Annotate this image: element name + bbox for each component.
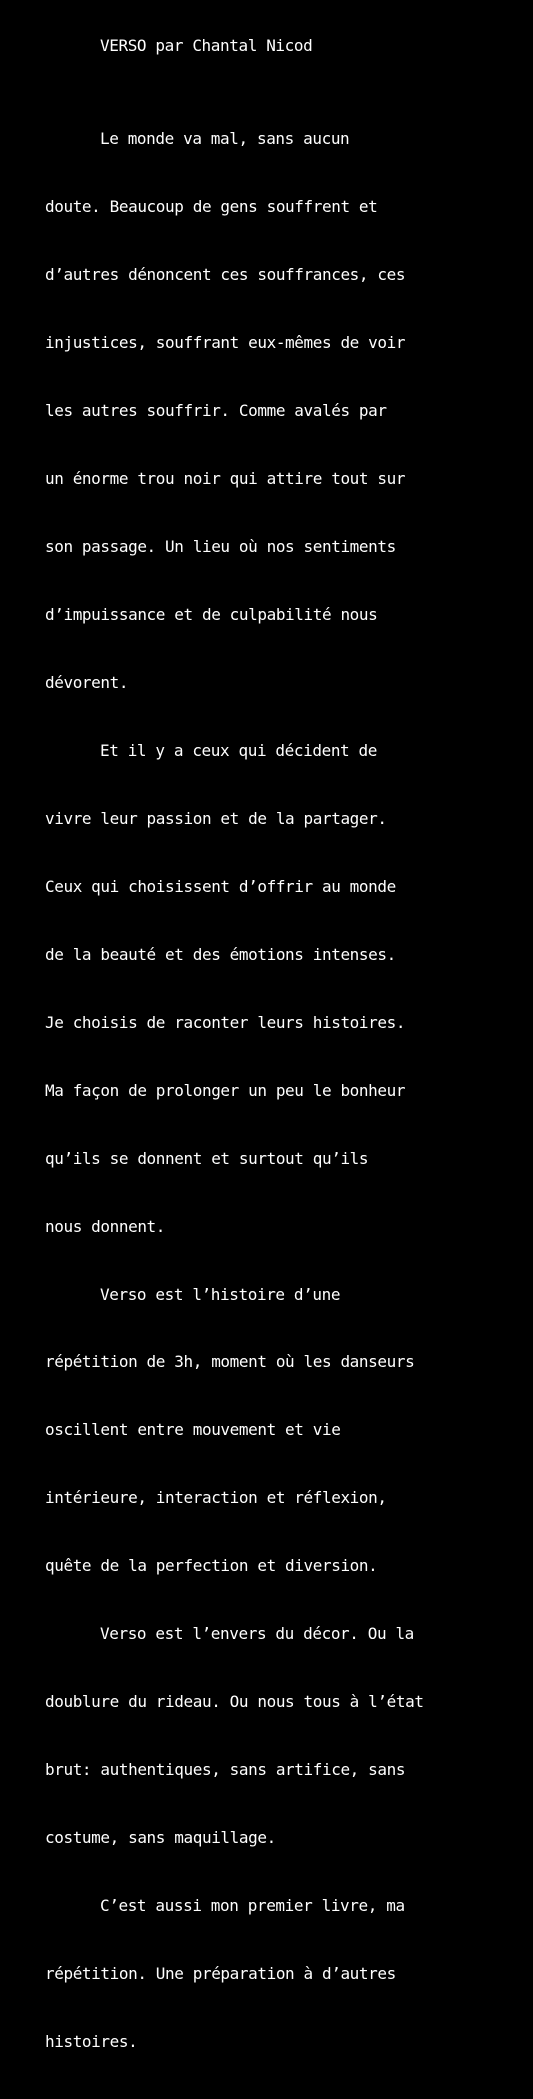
text-line: Je choisis de raconter leurs histoires. — [45, 1012, 406, 1032]
text-line: oscillent entre mouvement et vie — [45, 1420, 341, 1440]
text-line: un énorme trou noir qui attire tout sur — [45, 469, 406, 489]
text-line: quête de la perfection et diversion. — [45, 1556, 378, 1576]
text-line: répétition de 3h, moment où les danseurs — [45, 1352, 415, 1372]
text-line: vivre leur passion et de la partager. — [45, 808, 387, 828]
text-line: Verso est l’envers du décor. Ou la — [100, 1624, 414, 1644]
text-line: de la beauté et des émotions intenses. — [45, 944, 396, 964]
text-line: Verso est l’histoire d’une — [100, 1284, 341, 1304]
text-line: qu’ils se donnent et surtout qu’ils — [45, 1148, 369, 1168]
text-line: Ceux qui choisissent d’offrir au monde — [45, 876, 396, 896]
text-line: injustices, souffrant eux-mêmes de voir — [45, 333, 406, 353]
text-line: doublure du rideau. Ou nous tous à l’état — [45, 1692, 424, 1712]
text-line: C’est aussi mon premier livre, ma — [100, 1896, 405, 1916]
text-line: répétition. Une préparation à d’autres — [45, 1964, 396, 1984]
text-line: les autres souffrir. Comme avalés par — [45, 401, 387, 421]
document-body — [45, 83, 424, 2099]
text-line: brut: authentiques, sans artifice, sans — [45, 1760, 406, 1780]
text-line: Ma façon de prolonger un peu le bonheur — [45, 1080, 406, 1100]
text-line: d’autres dénoncent ces souffrances, ces — [45, 265, 406, 285]
text-line: d’impuissance et de culpabilité nous — [45, 604, 378, 624]
text-line: Et il y a ceux qui décident de — [100, 740, 377, 760]
text-line: costume, sans maquillage. — [45, 1828, 276, 1848]
text-line: dévorent. — [45, 672, 129, 692]
text-line: doute. Beaucoup de gens souffrent et — [45, 197, 378, 217]
text-line: nous donnent. — [45, 1216, 166, 1236]
text-line: intérieure, interaction et réflexion, — [45, 1488, 387, 1508]
document-title: VERSO par Chantal Nicod — [100, 36, 313, 55]
text-line: histoires. — [45, 2032, 138, 2051]
text-line: son passage. Un lieu où nos sentiments — [45, 537, 396, 557]
text-line: Le monde va mal, sans aucun — [100, 129, 350, 149]
